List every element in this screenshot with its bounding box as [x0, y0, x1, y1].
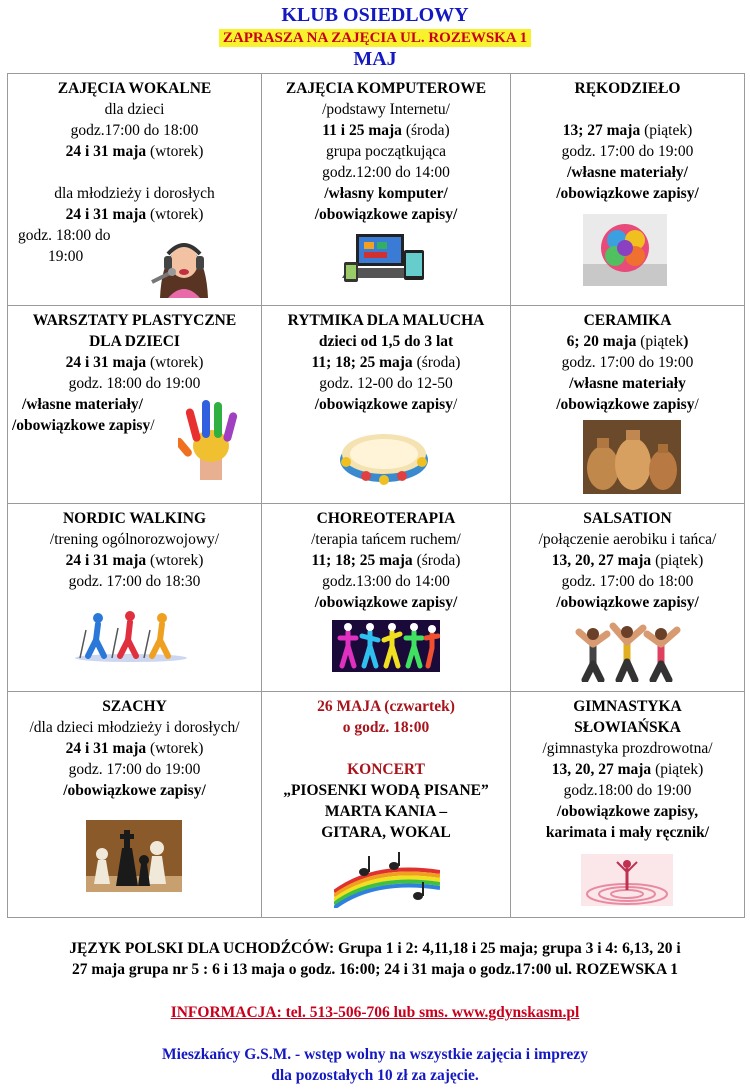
footer-line: JĘZYK POLSKI DLA UCHODŹCÓW: Grupa 1 i 2: 4,11,18 i 25 maja; grupa 3 i 4: 6,13, 20 i — [69, 940, 681, 957]
computer-day: (środa) — [401, 122, 450, 139]
ceramics-paren: ) — [683, 333, 689, 350]
nordic-title: NORDIC WALKING — [62, 510, 207, 527]
chess-line: /obowiązkowe zapisy/ — [63, 782, 206, 799]
rhythm-slash: / — [452, 396, 458, 413]
choreo-title: CHOREOTERAPIA — [316, 510, 456, 527]
gym-line: karimata i mały ręcznik/ — [545, 824, 710, 841]
rhythm-dates: 11; 18; 25 maja — [311, 354, 413, 371]
computer-dates: 11 i 25 maja — [322, 122, 402, 139]
chess-dates: 24 i 31 maja — [65, 740, 147, 757]
footer-line: Mieszkańcy G.S.M. - wstęp wolny na wszystkie zajęcia i imprezy — [162, 1046, 588, 1063]
vocal-dates: 24 i 31 maja — [65, 206, 147, 223]
ceramics-dates: 6; 20 maja — [566, 333, 637, 350]
handcraft-title: RĘKODZIEŁO — [574, 80, 681, 97]
concert-instruments: GITARA, WOKAL — [321, 824, 451, 841]
nordic-walkers-icon — [72, 610, 190, 662]
tambourine-icon — [336, 424, 432, 486]
nordic-line: godz. 17:00 do 18:30 — [68, 573, 201, 590]
concert-time: o godz. 18:00 — [342, 719, 430, 736]
art-line: godz. 18:00 do 19:00 — [68, 375, 201, 392]
concert-date: 26 MAJA (czwartek) — [317, 698, 455, 715]
vocal-line: godz. 18:00 do — [18, 227, 111, 244]
choreo-day: (środa) — [412, 552, 461, 569]
cell-concert — [262, 692, 511, 918]
rhythm-line: /obowiązkowe zapisy — [314, 396, 453, 413]
computer-line: /własny komputer/ — [324, 185, 448, 202]
rhythm-day: (środa) — [412, 354, 461, 371]
salsation-line: /obowiązkowe zapisy/ — [556, 594, 699, 611]
choreo-line: /terapia tańcem ruchem/ — [311, 531, 461, 548]
footer-info[interactable]: INFORMACJA: tel. 513-506-706 lub sms. www.gdynskasm.pl — [170, 1004, 580, 1021]
salsation-day: (piątek) — [651, 552, 704, 569]
art-dates: 24 i 31 maja — [65, 354, 147, 371]
salsation-dancers-icon — [573, 620, 683, 682]
gym-line: /obowiązkowe zapisy, — [556, 803, 699, 820]
cell-nordic — [8, 504, 262, 692]
computer-line: /podstawy Internetu/ — [322, 101, 450, 118]
chess-pieces-icon — [86, 820, 182, 892]
chess-line: godz. 17:00 do 19:00 — [68, 761, 201, 778]
art-slash: / — [150, 417, 155, 434]
footer-language-course — [0, 938, 750, 980]
chess-day: (wtorek) — [146, 740, 204, 757]
vocal-line: dla młodzieży i dorosłych — [54, 185, 215, 202]
rhythm-line: dzieci od 1,5 do 3 lat — [318, 333, 454, 350]
nordic-day: (wtorek) — [146, 552, 204, 569]
ceramics-title: CERAMIKA — [583, 312, 672, 329]
ceramics-line: /obowiązkowe zapisy — [556, 396, 695, 413]
vocal-day: (wtorek) — [146, 143, 204, 160]
laptop-devices-icon — [342, 232, 426, 284]
footer-line: 27 maja grupa nr 5 : 6 i 13 maja o godz. 16:00; 24 i 31 maja o godz.17:00 ul. ROZEWSKA 1 — [72, 961, 678, 978]
rhythm-line: godz. 12-00 do 12-50 — [319, 375, 453, 392]
art-line: /obowiązkowe zapisy — [12, 417, 151, 434]
computer-line: godz.12:00 do 14:00 — [322, 164, 450, 181]
club-title: KLUB OSIEDLOWY — [281, 4, 469, 26]
salsation-line: godz. 17:00 do 18:00 — [561, 573, 694, 590]
ceramics-day: (piątek — [636, 333, 684, 350]
rhythm-title: RYTMIKA DLA MALUCHA — [287, 312, 485, 329]
ceramics-line: godz. 17:00 do 19:00 — [561, 354, 694, 371]
gym-line: /gimnastyka prozdrowotna/ — [542, 740, 713, 757]
choreo-dates: 11; 18; 25 maja — [311, 552, 413, 569]
art-line: /własne materiały/ — [22, 396, 143, 413]
cell-salsation — [511, 504, 745, 692]
music-notes-rainbow-icon — [334, 852, 440, 908]
chess-title: SZACHY — [102, 698, 167, 715]
ripple-figure-icon — [581, 854, 673, 906]
cell-handcraft — [511, 74, 745, 306]
handcraft-line: /obowiązkowe zapisy/ — [556, 185, 699, 202]
cell-vocal — [8, 74, 262, 306]
gym-dates: 13, 20, 27 maja — [551, 761, 652, 778]
vocal-line: godz.17:00 do 18:00 — [70, 122, 199, 139]
ceramics-slash: / — [694, 396, 699, 413]
vocal-line: dla dzieci — [104, 101, 165, 118]
art-title: DLA DZIECI — [89, 333, 180, 350]
art-title: WARSZTATY PLASTYCZNE — [32, 312, 237, 329]
concert-label: KONCERT — [347, 761, 425, 778]
concert-title: „PIOSENKI WODĄ PISANE” — [283, 782, 489, 799]
computer-line: grupa początkująca — [325, 143, 447, 160]
cell-rhythm — [262, 306, 511, 504]
paper-craft-flower-icon — [583, 214, 667, 286]
art-day: (wtorek) — [146, 354, 204, 371]
salsation-title: SALSATION — [583, 510, 672, 527]
gym-title: GIMNASTYKA — [573, 698, 682, 715]
nordic-line: /trening ogólnorozwojowy/ — [49, 531, 220, 548]
singer-photo-icon — [140, 232, 222, 298]
computer-line: /obowiązkowe zapisy/ — [314, 206, 458, 223]
choreo-line: /obowiązkowe zapisy/ — [314, 594, 458, 611]
painted-hand-icon — [178, 398, 244, 482]
cell-gym — [511, 692, 745, 918]
gym-line: godz.18:00 do 19:00 — [563, 782, 692, 799]
footer-admission-note — [0, 1044, 750, 1086]
gym-title: SŁOWIAŃSKA — [574, 719, 681, 736]
chess-line: /dla dzieci młodzieży i dorosłych/ — [29, 719, 240, 736]
gym-day: (piątek) — [651, 761, 704, 778]
vocal-day: (wtorek) — [146, 206, 204, 223]
cell-chess — [8, 692, 262, 918]
concert-artist: MARTA KANIA – — [324, 803, 448, 820]
choreo-line: godz.13:00 do 14:00 — [322, 573, 450, 590]
month-title: MAJ — [353, 48, 397, 70]
cell-computer — [262, 74, 511, 306]
vocal-dates: 24 i 31 maja — [65, 143, 147, 160]
handcraft-day: (piątek) — [640, 122, 693, 139]
invite-banner: ZAPRASZA NA ZAJĘCIA UL. ROZEWSKA 1 — [219, 29, 531, 47]
cell-choreo — [262, 504, 511, 692]
handcraft-dates: 13; 27 maja — [562, 122, 641, 139]
pottery-icon — [583, 420, 681, 494]
cell-ceramics — [511, 306, 745, 504]
schedule-table — [7, 73, 745, 918]
computer-title: ZAJĘCIA KOMPUTEROWE — [285, 80, 487, 97]
nordic-dates: 24 i 31 maja — [65, 552, 147, 569]
salsation-line: /połączenie aerobiku i tańca/ — [538, 531, 717, 548]
cell-art — [8, 306, 262, 504]
vocal-title: ZAJĘCIA WOKALNE — [57, 80, 212, 97]
dancers-silhouettes-icon — [332, 620, 440, 672]
salsation-dates: 13, 20, 27 maja — [551, 552, 652, 569]
vocal-line: 19:00 — [48, 248, 84, 265]
handcraft-line: /własne materiały/ — [567, 164, 688, 181]
ceramics-line: /własne materiały — [569, 375, 686, 392]
handcraft-line: godz. 17:00 do 19:00 — [561, 143, 694, 160]
footer-line: dla pozostałych 10 zł za zajęcie. — [271, 1067, 479, 1084]
